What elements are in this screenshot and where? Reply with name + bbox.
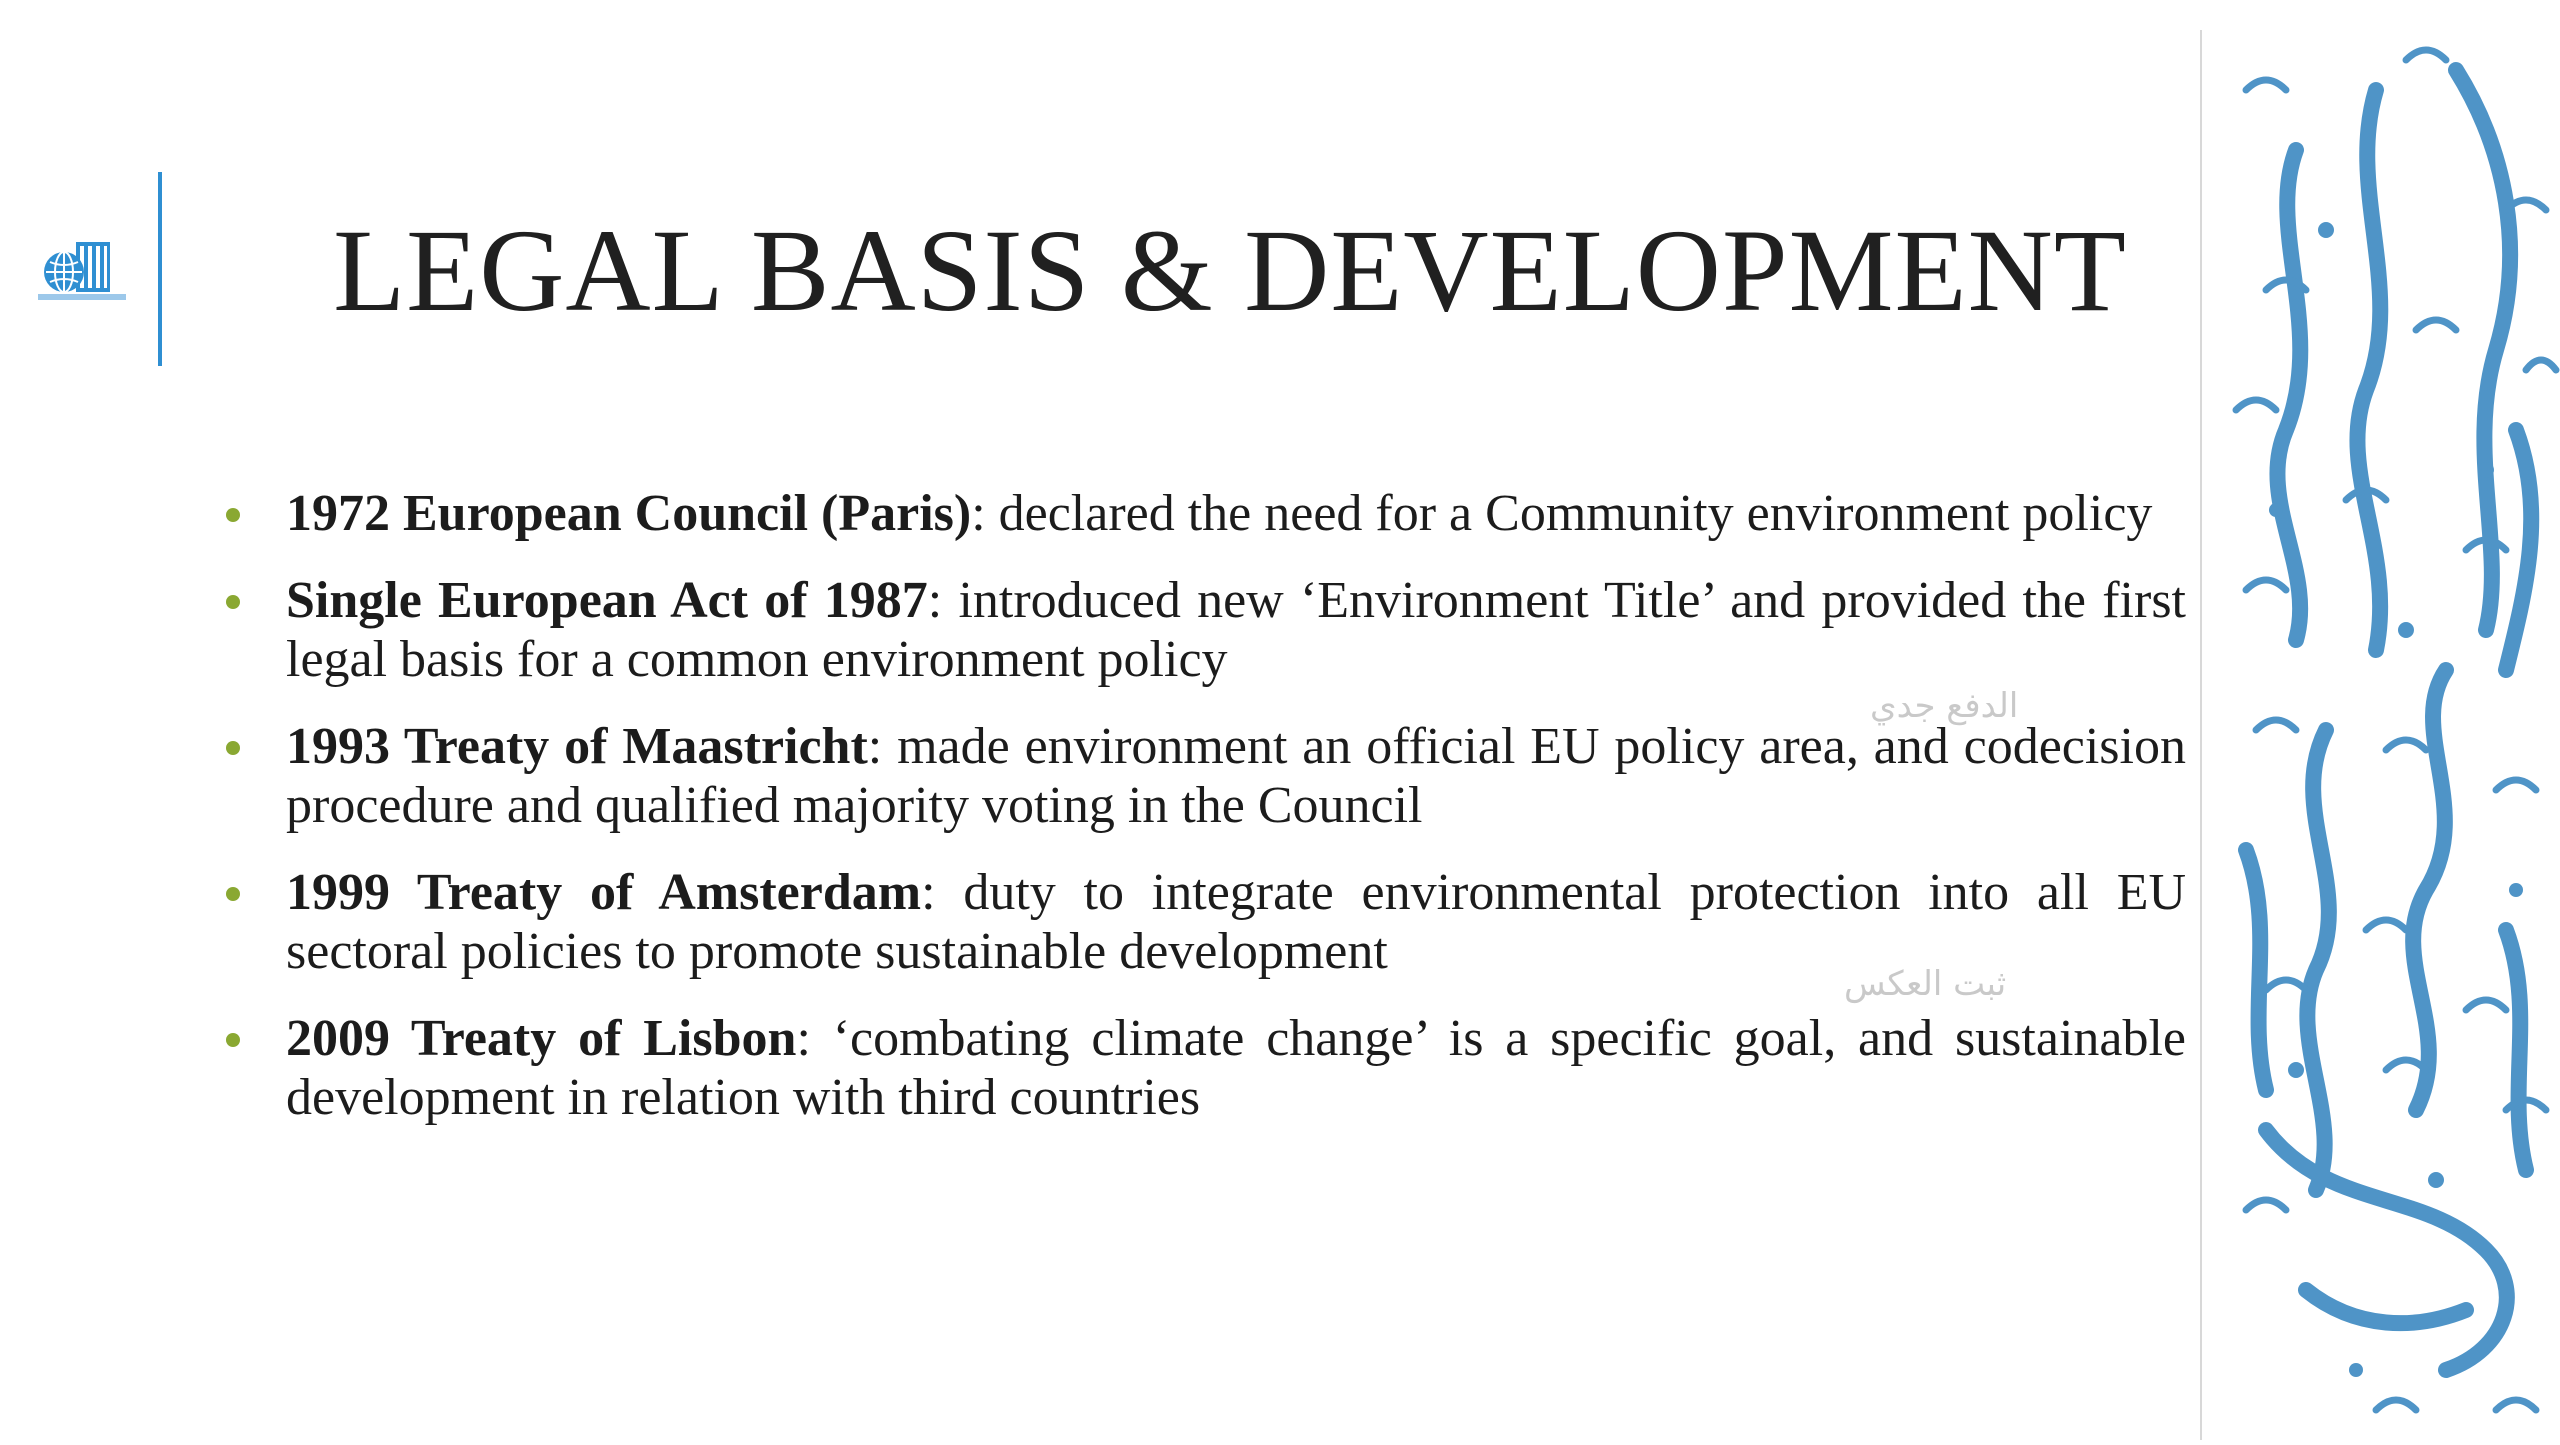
bullet-dot-icon [226, 1033, 240, 1047]
bullet-dot-icon [226, 887, 240, 901]
bullet-text: : duty to integrate environmental protection into all EU sectoral policies to promote sustainable development [286, 864, 2187, 980]
bullet-lead: 1993 Treaty of Maastricht [286, 718, 868, 775]
bullet-lead: 1972 European Council (Paris) [286, 485, 972, 542]
bullet-text: : declared the need for a Community environment policy [971, 485, 2153, 542]
bullet-text: : introduced new ‘Environment Title’ and provided the first legal basis for a common environment policy [286, 572, 2186, 688]
overlay-note: الدفع جدي [1870, 686, 2019, 726]
bullet-lead: 1999 Treaty of Amsterdam [286, 864, 922, 921]
calligraphy-panel [2206, 30, 2560, 1440]
bullet-lead: 2009 Treaty of Lisbon [286, 1010, 797, 1067]
bullet-dot-icon [226, 741, 240, 755]
arabic-calligraphy-icon [2206, 30, 2560, 1440]
bullet-item [218, 717, 2186, 835]
panel-divider [2200, 30, 2202, 1440]
logo-divider [158, 172, 162, 366]
bullet-dot-icon [226, 508, 240, 522]
university-logo [36, 236, 132, 306]
bullet-item [218, 1009, 2186, 1127]
slide-title: LEGAL BASIS & DEVELOPMENT [333, 205, 2127, 336]
bullet-lead: Single European Act of 1987 [286, 572, 928, 629]
bullet-item [218, 571, 2186, 689]
bullet-item [218, 484, 2186, 543]
overlay-note: ثبت العكس [1844, 964, 2007, 1004]
bullet-text: : made environment an official EU policy area, and codecision procedure and qualified majority voting in the Council [286, 718, 2186, 834]
bullet-dot-icon [226, 595, 240, 609]
bullet-list [218, 484, 2186, 1155]
bullet-text: : ‘combating climate change’ is a specific goal, and sustainable development in relation with third countries [286, 1010, 2186, 1126]
globe-building-logo-icon [36, 236, 132, 306]
